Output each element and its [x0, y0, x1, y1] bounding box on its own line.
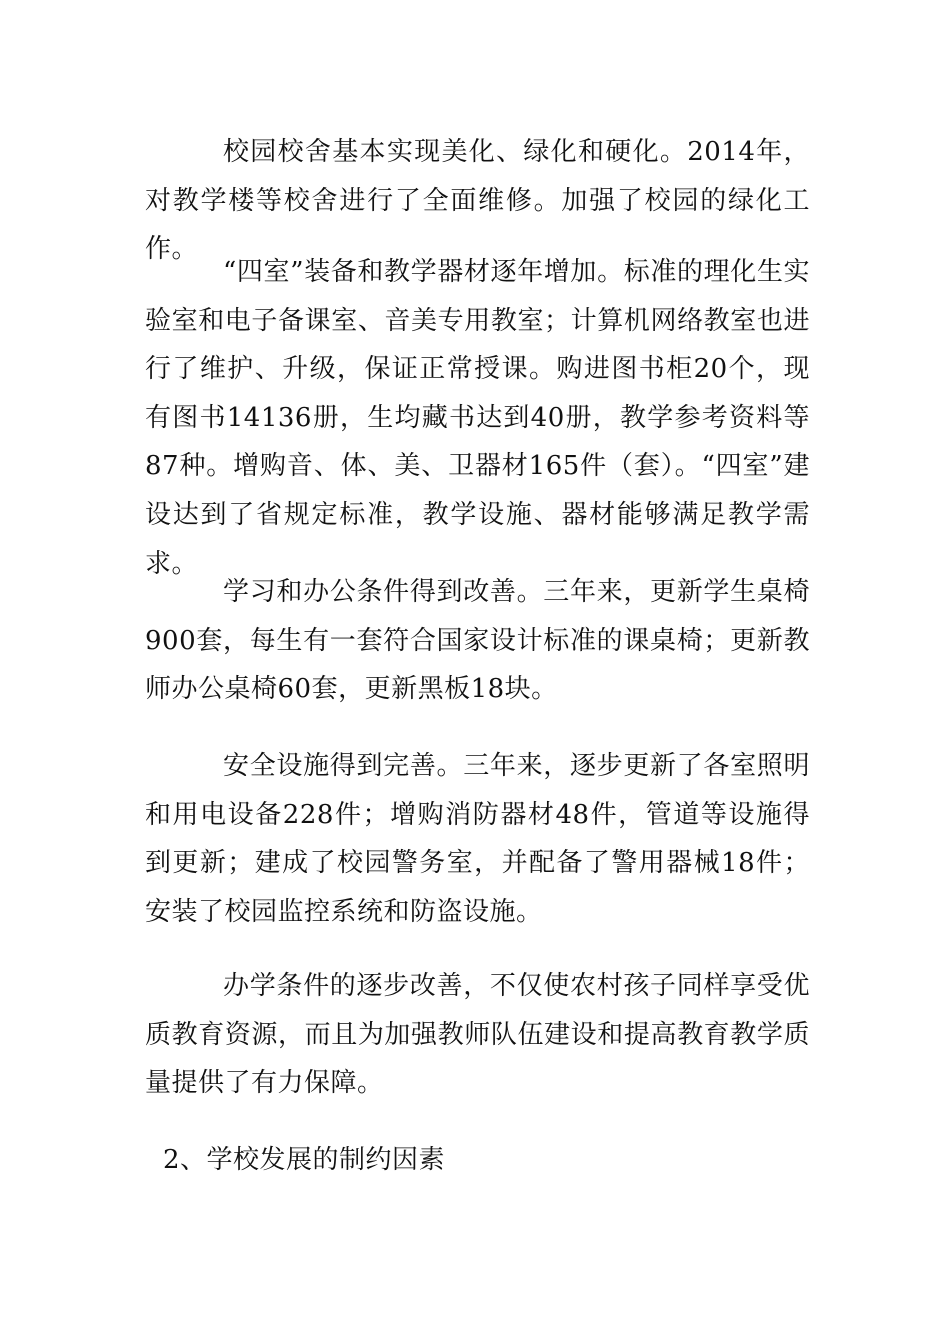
paragraph-four-rooms-equipment: “四室”装备和教学器材逐年增加。标准的理化生实验室和电子备课室、音美专用教室；计算机网络教室也进行了维护、升级，保证正常授课。购进图书柜20个，现有图书14136册，生均藏书达到40册，教学参考资料等87种。增购音、体、美、卫器材165件（套）。“四室”建设达到了省规定标准，教学设施、器材能够满足教学需求。: [145, 257, 810, 579]
section-heading: 2、学校发展的制约因素: [163, 1145, 446, 1175]
paragraph-safety-facilities: 安全设施得到完善。三年来，逐步更新了各室照明和用电设备228件；增购消防器材48件，管道等设施得到更新；建成了校园警务室，并配备了警用器械18件；安装了校园监控系统和防盗设施。: [145, 751, 810, 927]
paragraph-conditions-summary: 办学条件的逐步改善，不仅使农村孩子同样享受优质教育资源，而且为加强教师队伍建设和提高教育教学质量提供了有力保障。: [145, 971, 810, 1099]
paragraph-study-office-conditions: 学习和办公条件得到改善。三年来，更新学生桌椅900套，每生有一套符合国家设计标准的课桌椅；更新教师办公桌椅60套，更新黑板18块。: [145, 577, 810, 705]
paragraph-campus-greening: 校园校舍基本实现美化、绿化和硬化。2014年，对教学楼等校舍进行了全面维修。加强了校园的绿化工作。: [145, 137, 810, 265]
